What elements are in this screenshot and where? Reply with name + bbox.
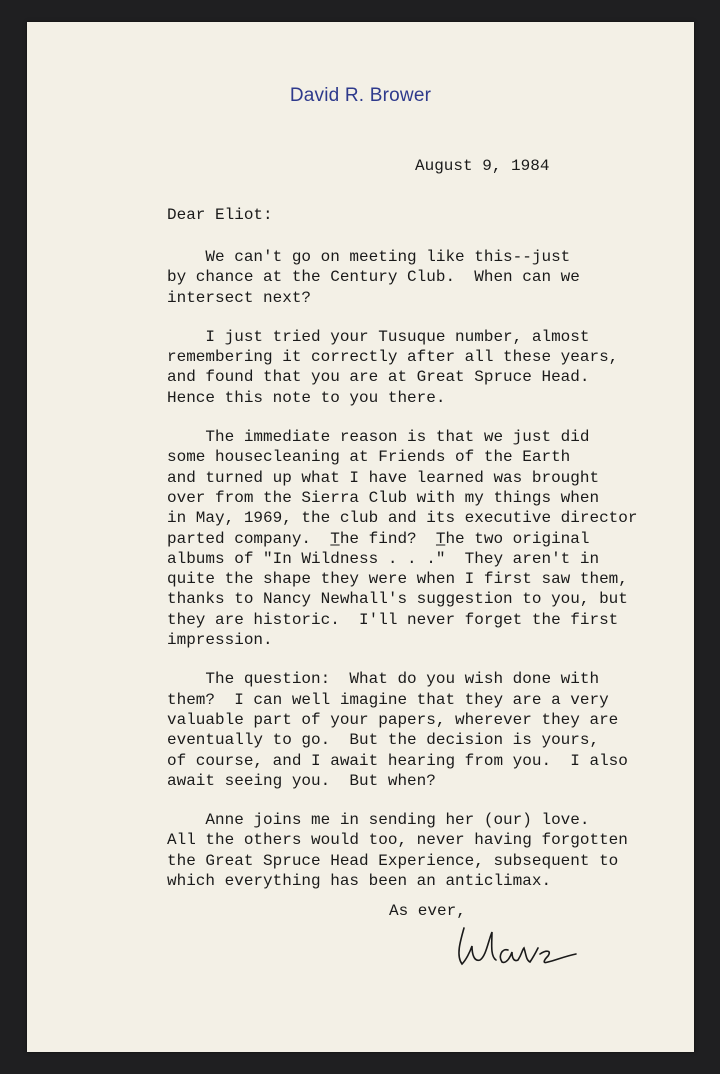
letter-body	[167, 247, 687, 910]
body-line: of course, and I await hearing from you. I also	[167, 751, 628, 770]
body-line: Hence this note to you there.	[167, 388, 446, 407]
body-line: they are historic. I'll never forget the first	[167, 610, 619, 629]
body-line: I just tried your Tusuque number, almost	[167, 327, 590, 346]
body-line: quite the shape they were when I first saw them,	[167, 570, 628, 589]
paragraph-3	[167, 427, 687, 650]
paragraph-1	[167, 247, 687, 308]
body-line: The immediate reason is that we just did	[167, 428, 590, 447]
body-line: by chance at the Century Club. When can we	[167, 268, 580, 287]
closing: As ever,	[389, 902, 466, 920]
body-line: impression.	[167, 631, 273, 650]
body-line: and found that you are at Great Spruce Head.	[167, 368, 590, 387]
body-line: remembering it correctly after all these years,	[167, 348, 619, 367]
body-line: eventually to go. But the decision is yours,	[167, 731, 600, 750]
body-line: some housecleaning at Friends of the Earth	[167, 448, 571, 467]
body-line: valuable part of your papers, wherever they are	[167, 710, 619, 729]
body-line: The question: What do you wish done with	[167, 670, 600, 689]
body-line: in May, 1969, the club and its executive director	[167, 509, 638, 528]
paragraph-2	[167, 327, 687, 408]
body-line: them? I can well imagine that they are a very	[167, 690, 609, 709]
body-line: albums of "In Wildness . . ." They aren't in	[167, 549, 600, 568]
body-line: thanks to Nancy Newhall's suggestion to you, but	[167, 590, 628, 609]
letter-page	[27, 22, 694, 1052]
body-line: intersect next?	[167, 288, 312, 307]
letter-date: August 9, 1984	[415, 157, 550, 175]
body-line: Anne joins me in sending her (our) love.	[167, 811, 590, 830]
body-line: await seeing you. But when?	[167, 771, 436, 790]
handwritten-signature	[452, 920, 582, 974]
salutation: Dear Eliot:	[167, 206, 273, 224]
body-line: parted company. T̲he find? T̲he two original	[167, 529, 590, 548]
paragraph-4	[167, 669, 687, 791]
body-line: the Great Spruce Head Experience, subsequent to	[167, 851, 619, 870]
letterhead-name: David R. Brower	[289, 85, 432, 106]
body-line: over from the Sierra Club with my things when	[167, 488, 600, 507]
body-line: and turned up what I have learned was brought	[167, 468, 600, 487]
body-line: We can't go on meeting like this--just	[167, 248, 571, 266]
body-line: All the others would too, never having forgotten	[167, 831, 628, 850]
body-line: which everything has been an anticlimax.	[167, 872, 552, 891]
paragraph-5	[167, 810, 687, 891]
